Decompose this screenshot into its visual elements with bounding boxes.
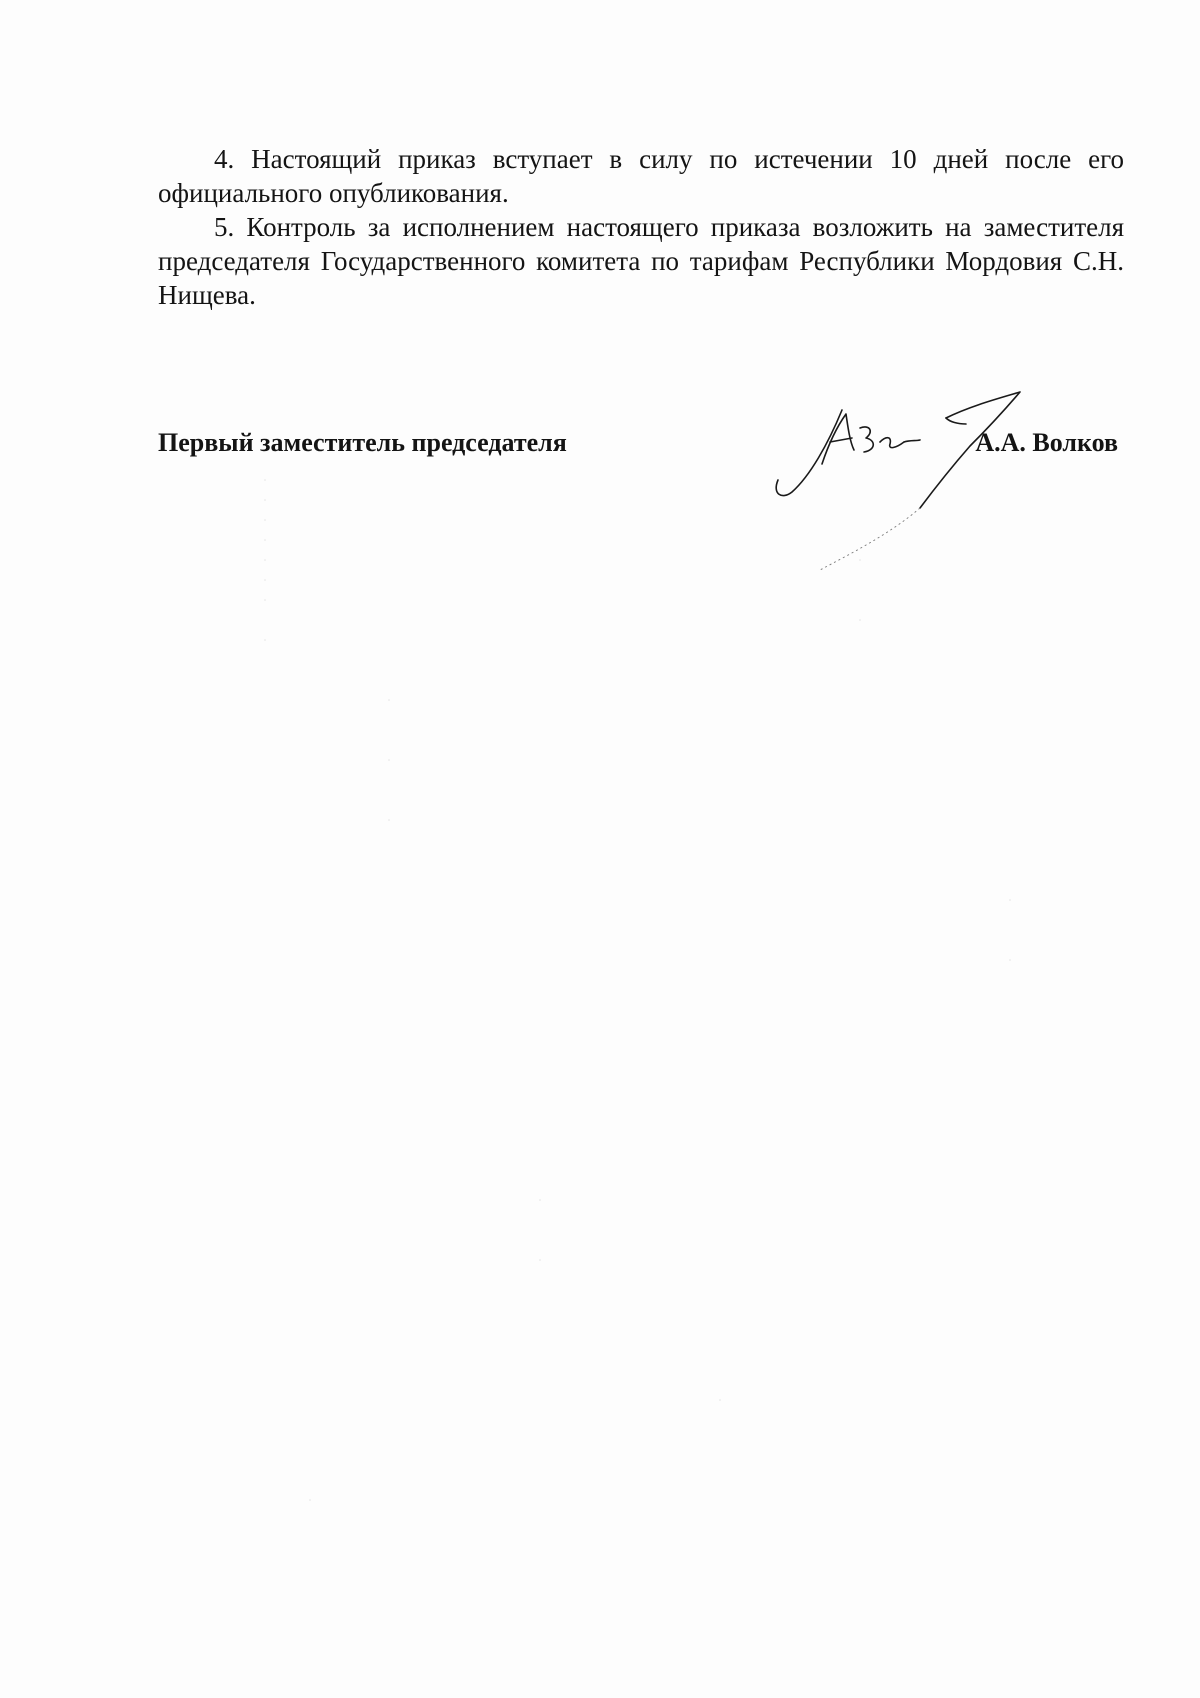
signature-block xyxy=(158,426,1124,586)
signatory-name: А.А. Волков xyxy=(975,428,1118,457)
paragraph-4: 4. Настоящий приказ вступает в силу по истечении 10 дней после его официального опубликования. xyxy=(158,144,1124,208)
signatory-title: Первый заместитель председателя xyxy=(158,428,567,457)
paragraph-5: 5. Контроль за исполнением настоящего приказа возложить на заместителя председателя Государственного комитета по тарифам Республики Мордовия С.Н. Нищева. xyxy=(158,212,1124,310)
document-body xyxy=(158,142,1124,312)
